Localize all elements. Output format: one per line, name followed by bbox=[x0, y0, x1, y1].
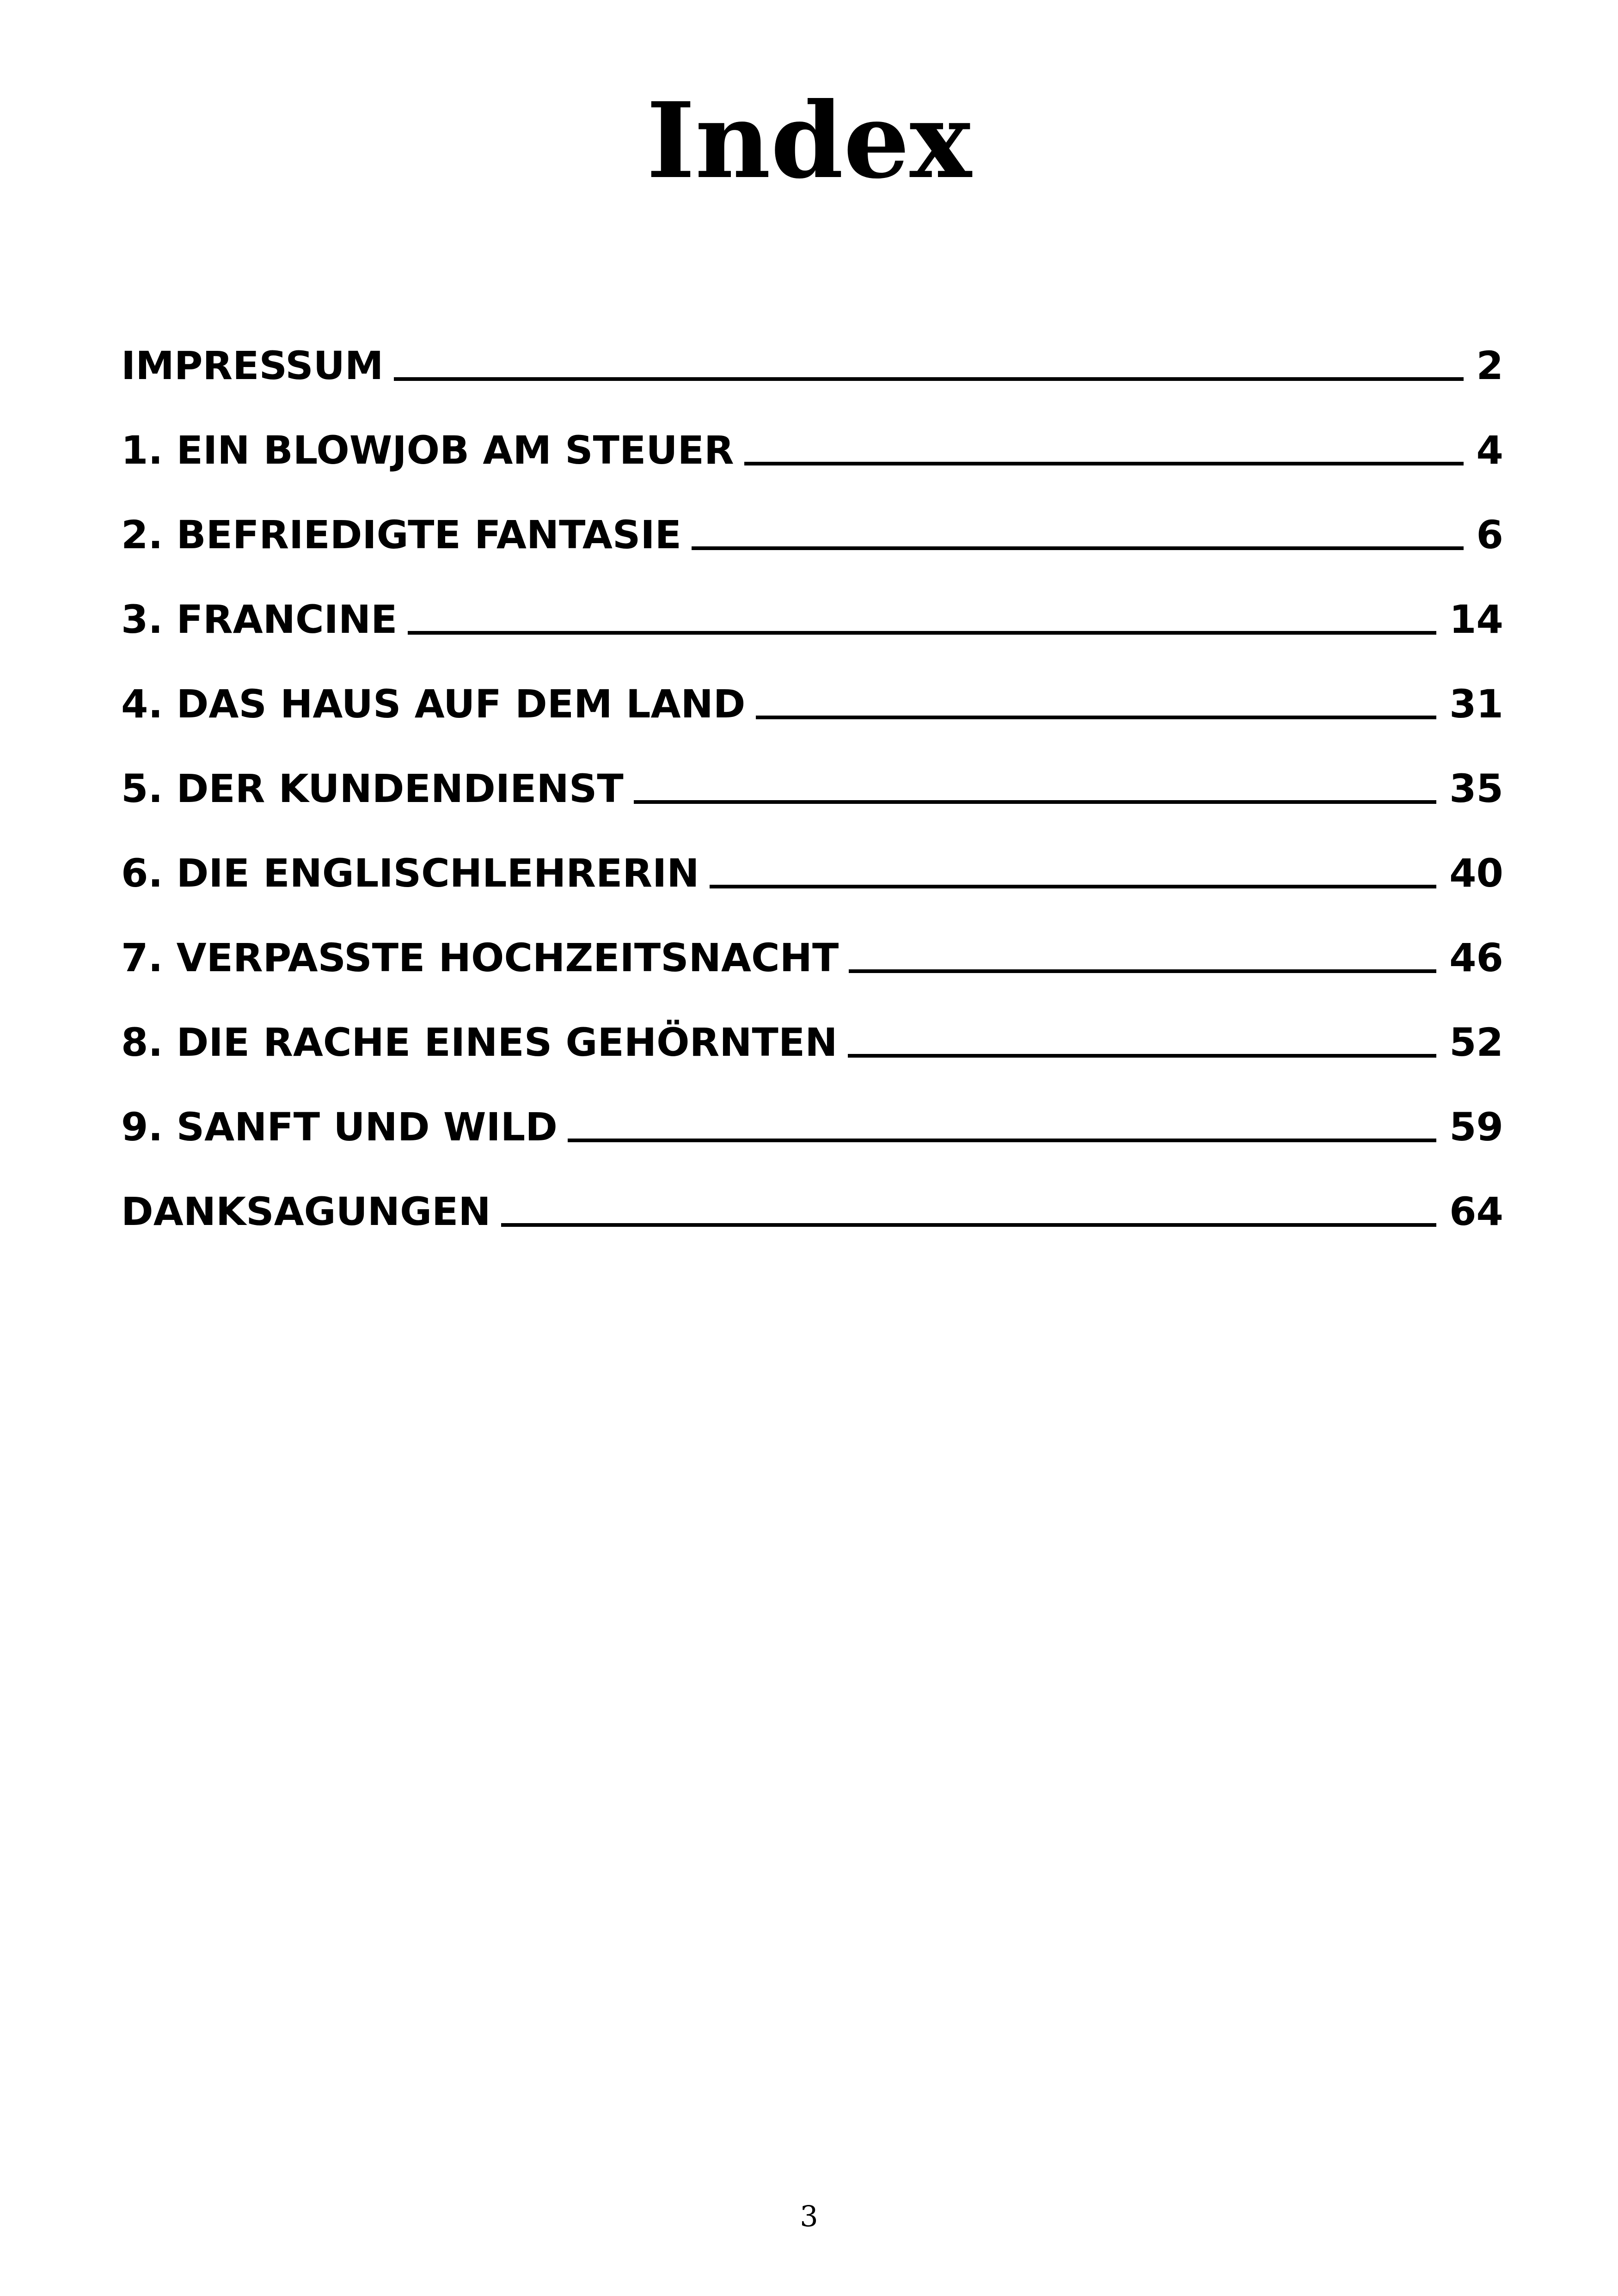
toc-entry-title: 6. DIE ENGLISCHLEHRERIN bbox=[121, 851, 699, 896]
toc-entry-danksagungen[interactable] bbox=[121, 1169, 1503, 1254]
toc-leader-line bbox=[849, 969, 1436, 973]
toc-leader-line bbox=[848, 1054, 1437, 1058]
toc-entry-title: 8. DIE RACHE EINES GEHÖRNTEN bbox=[121, 1020, 838, 1065]
toc-entry-title: 2. BEFRIEDIGTE FANTASIE bbox=[121, 512, 682, 557]
toc-entry-title: IMPRESSUM bbox=[121, 343, 384, 388]
toc-entry-page: 52 bbox=[1449, 1020, 1503, 1065]
toc-entry-page: 59 bbox=[1449, 1104, 1503, 1150]
table-of-contents bbox=[121, 324, 1503, 1254]
toc-entry-chapter-6[interactable] bbox=[121, 831, 1503, 916]
page-number: 3 bbox=[800, 2199, 818, 2233]
toc-leader-line bbox=[568, 1139, 1436, 1142]
toc-leader-line bbox=[394, 377, 1464, 381]
toc-leader-line bbox=[744, 462, 1464, 465]
toc-entry-title: 7. VERPASSTE HOCHZEITSNACHT bbox=[121, 935, 839, 980]
toc-entry-page: 2 bbox=[1476, 343, 1503, 388]
toc-entry-chapter-5[interactable] bbox=[121, 747, 1503, 831]
toc-entry-title: DANKSAGUNGEN bbox=[121, 1189, 491, 1234]
page-title: Index bbox=[646, 80, 972, 202]
toc-entry-page: 35 bbox=[1449, 766, 1503, 811]
toc-entry-title: 1. EIN BLOWJOB AM STEUER bbox=[121, 428, 734, 473]
toc-leader-line bbox=[501, 1223, 1436, 1227]
toc-entry-chapter-8[interactable] bbox=[121, 1000, 1503, 1085]
toc-entry-title: 4. DAS HAUS AUF DEM LAND bbox=[121, 681, 746, 727]
toc-entry-chapter-7[interactable] bbox=[121, 916, 1503, 1000]
toc-entry-page: 64 bbox=[1449, 1189, 1503, 1234]
toc-entry-title: 5. DER KUNDENDIENST bbox=[121, 766, 624, 811]
toc-leader-line bbox=[634, 800, 1436, 804]
toc-entry-page: 14 bbox=[1449, 597, 1503, 642]
toc-entry-title: 9. SANFT UND WILD bbox=[121, 1104, 558, 1150]
toc-leader-line bbox=[692, 546, 1463, 550]
toc-entry-chapter-3[interactable] bbox=[121, 577, 1503, 662]
toc-entry-chapter-4[interactable] bbox=[121, 662, 1503, 747]
toc-entry-page: 4 bbox=[1476, 428, 1503, 473]
toc-entry-page: 31 bbox=[1449, 681, 1503, 727]
toc-entry-chapter-9[interactable] bbox=[121, 1085, 1503, 1169]
toc-entry-page: 46 bbox=[1449, 935, 1503, 980]
toc-leader-line bbox=[408, 631, 1437, 635]
toc-entry-page: 40 bbox=[1449, 851, 1503, 896]
toc-entry-title: 3. FRANCINE bbox=[121, 597, 398, 642]
toc-entry-page: 6 bbox=[1476, 512, 1503, 557]
toc-entry-chapter-2[interactable] bbox=[121, 493, 1503, 577]
toc-entry-impressum[interactable] bbox=[121, 324, 1503, 408]
toc-entry-chapter-1[interactable] bbox=[121, 408, 1503, 493]
toc-leader-line bbox=[756, 716, 1437, 719]
toc-leader-line bbox=[710, 885, 1437, 888]
